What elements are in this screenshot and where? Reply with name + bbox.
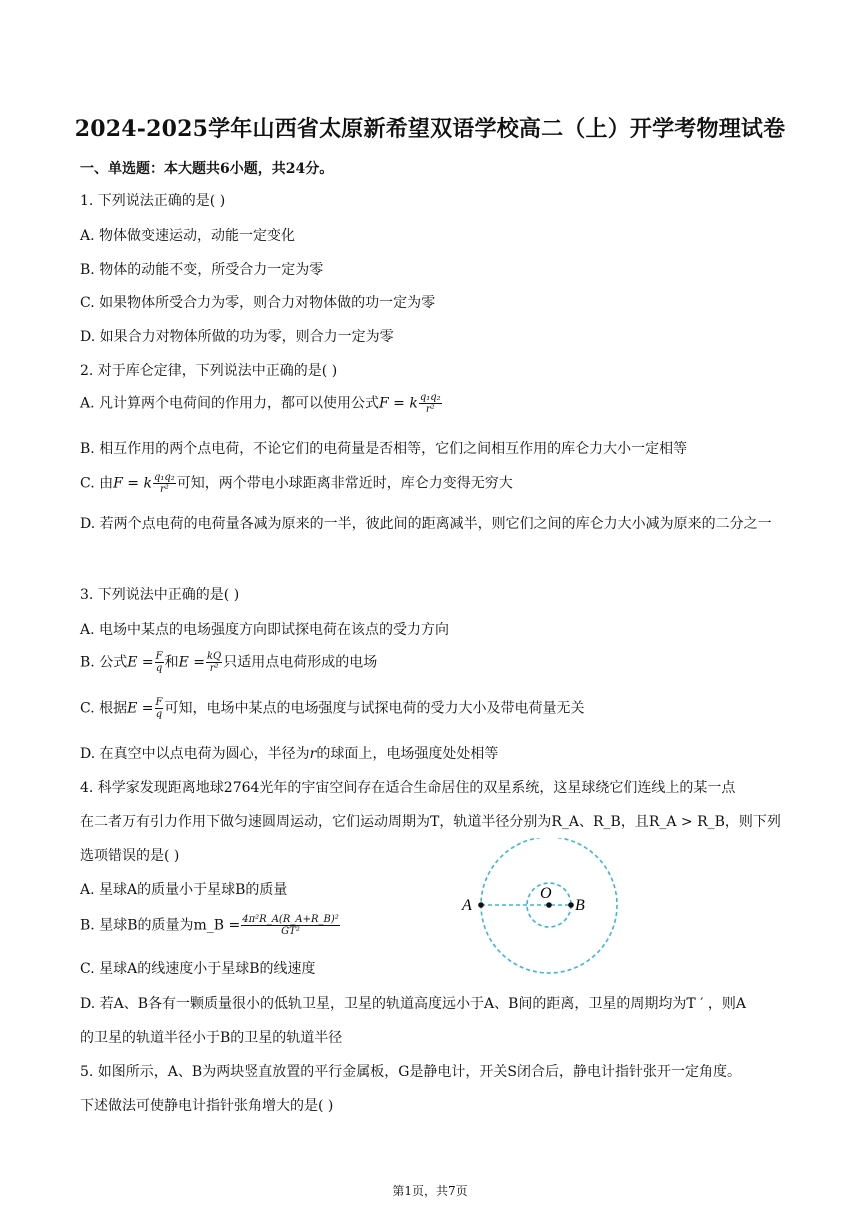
question-5-stem-line-1: 5. 如图所示，A、B为两块竖直放置的平行金属板，G是静电计，开关S闭合后，静电计指针张开一定角度。: [80, 1064, 741, 1080]
question-5-stem-line-2: 下述做法可使静电计指针张角增大的是( ): [80, 1098, 334, 1114]
question-1-option-a: A. 物体做变速运动，动能一定变化: [80, 228, 296, 244]
question-3-option-a: A. 电场中某点的电场强度方向即试探电荷在该点的受力方向: [80, 622, 450, 638]
question-4-stem-line-3: 选项错误的是( ): [80, 848, 180, 864]
option-text: A. 凡计算两个电荷间的作用力，都可以使用公式: [80, 395, 380, 412]
star-b-dot: [568, 902, 574, 908]
question-3-option-c: C. 根据E = $\frac{F}{q}$ 可知，电场中某点的电场强度与试探电荷的受力大小及带电荷量无关: [80, 697, 585, 720]
question-2-stem: 2. 对于库仑定律，下列说法中正确的是( ): [80, 363, 338, 379]
question-2-option-a: [80, 392, 443, 415]
page-footer: 第1页，共7页: [392, 1184, 468, 1198]
question-4-stem-line-1: 4. 科学家发现距离地球2764光年的宇宙空间存在适合生命居住的双星系统，这星球绕它们连线上的某一点: [80, 780, 736, 796]
label-o: O: [540, 885, 552, 902]
question-1-option-b: B. 物体的动能不变，所受合力一定为零: [80, 262, 324, 278]
question-4-option-a: A. 星球A的质量小于星球B的质量: [80, 882, 288, 898]
question-4-option-d-line-2: 的卫星的轨道半径小于B的卫星的轨道半径: [80, 1030, 343, 1046]
section-heading: 一、单选题：本大题共6小题，共24分。: [80, 161, 334, 177]
question-2-option-c: C. 由F = k $\frac{\text{q₁q₂}}{\text{r²}}$ 可知，两个带电小球距离非常近时，库仑力变得无穷大: [80, 472, 513, 495]
question-1-option-d: D. 如果合力对物体所做的功为零，则合力一定为零: [80, 329, 394, 345]
question-4-stem-line-2: 在二者万有引力作用下做匀速圆周运动，它们运动周期为T，轨道半径分别为R_A、R_B，且R_A > R_B，则下列: [80, 814, 781, 830]
question-4-option-b: B. 星球B的质量为m_B = $\frac{\text{4π²R\_A(R\_A+R\_B)²}}{\text{GT²}}$: [80, 914, 339, 937]
center-o-dot: [546, 902, 552, 908]
question-1-stem: 1. 下列说法正确的是( ): [80, 193, 226, 209]
question-3-option-d: D. 在真空中以点电荷为圆心，半径为r的球面上，电场强度处处相等: [80, 746, 499, 762]
label-a: A: [462, 897, 472, 914]
question-2-option-d: D. 若两个点电荷的电荷量各减为原来的一半，彼此间的距离减半，则它们之间的库仑力大小减为原来的二分之一: [80, 516, 772, 532]
question-2-option-b: B. 相互作用的两个点电荷，不论它们的电荷量是否相等，它们之间相互作用的库仑力大小一定相等: [80, 441, 688, 457]
question-3-option-b: B. 公式E = $\frac{F}{q}$ 和E = $\frac{kQ}{\text{r²}}$ 只适用点电荷形成的电场: [80, 651, 378, 674]
formula-fraction: $\frac{\text{q₁q₂}}{\text{r²}}$: [153, 472, 175, 495]
star-a-dot: [478, 902, 484, 908]
label-b: B: [575, 897, 585, 914]
question-1-option-c: C. 如果物体所受合力为零，则合力对物体做的功一定为零: [80, 295, 436, 311]
page-title: 2024-2025学年山西省太原新希望双语学校高二（上）开学考物理试卷: [74, 116, 786, 142]
binary-star-diagram: [452, 838, 652, 978]
formula-fraction: $\frac{\text{q₁q₂}}{\text{r²}}$: [419, 392, 441, 415]
question-4-option-d-line-1: D. 若A、B各有一颗质量很小的低轨卫星，卫星的轨道高度远小于A、B间的距离，卫星的周期均为T ′ ，则A: [80, 996, 746, 1012]
question-4-option-c: C. 星球A的线速度小于星球B的线速度: [80, 961, 316, 977]
formula-lhs: F = k: [379, 395, 418, 412]
question-3-stem: 3. 下列说法中正确的是( ): [80, 587, 240, 603]
